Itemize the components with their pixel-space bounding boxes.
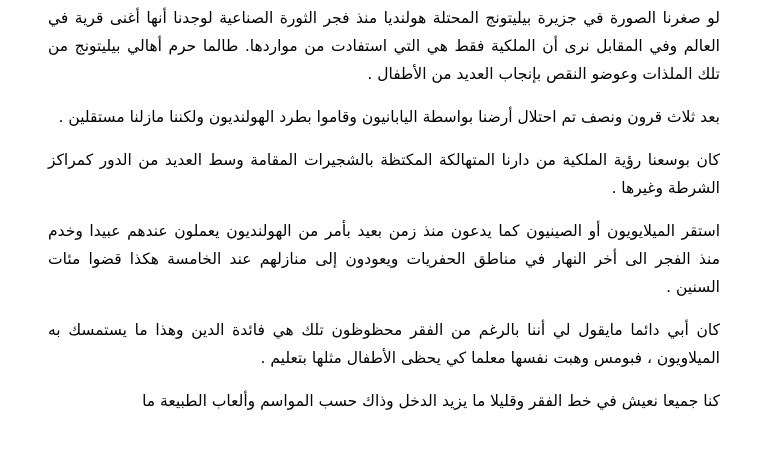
paragraph-3: كان بوسعنا رؤية الملكية من دارنا المتهالكة المكتظة بالشجيرات المقامة وسط العديد من الدور كمراكز الشرطة وغيرها . [48,151,720,197]
document-page [48,4,720,430]
paragraph-2: بعد ثلاث قرون ونصف تم احتلال أرضنا بواسطة اليابانيون وقاموا بطرد الهولنديون ولكننا مازلنا مستقلين . [58,108,720,126]
paragraph-1: لو صغرنا الصورة في جزيرة بيليتونج المحتلة هولنديا منذ فجر الثورة الصناعية لوجدنا أنها أغنى قرية في العالم وفي المقابل نرى أن الملكية فقط هي التي استفادت من مواردها. طالما حرم أهالي بيليتونج من تلك الملذات وعوضو النقص بإنجاب العديد من الأطفال . [48,9,720,83]
paragraph-5: كان أبي دائما مايقول لي أننا بالرغم من الفقر محظوظون تلك هي فائدة الدين وهذا ما يستمسك به الميلاويون ، فبومس وهبت نفسها معلما كي يحظى الأطفال مثلها بتعليم . [48,321,720,367]
paragraph-4: استقر الميلايويون أو الصينيون كما يدعون منذ زمن بعيد بأمر من الهولنديون يعملون عندهم عبيدا وخدم منذ الفجر الى أخر النهار في مناطق الحفريات ويعودون إلى منازلهم عند الخامسة هكذا قضوا مئات السنين . [48,222,720,296]
paragraph-6: كنا جميعا نعيش في خط الفقر وقليلا ما يزيد الدخل وذاك حسب المواسم وألعاب الطبيعة ما [142,392,720,410]
